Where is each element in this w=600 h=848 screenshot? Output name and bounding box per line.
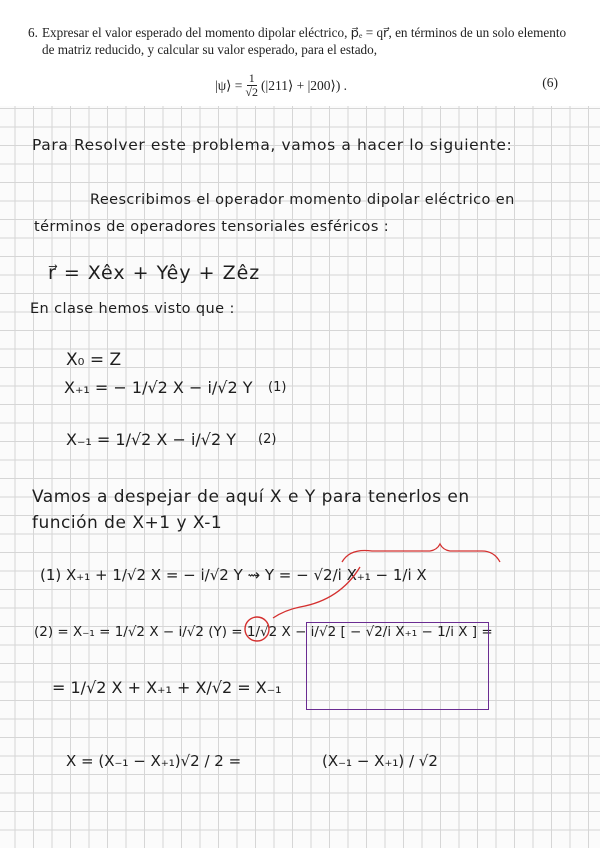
problem-number: 6.	[28, 25, 38, 40]
note-eq-xminus1-tag: (2)	[258, 432, 277, 447]
note-eq-xplus1: X₊₁ = − 1/√2 X − i/√2 Y	[64, 378, 253, 397]
equation-tag: (6)	[542, 75, 558, 90]
red-circle	[245, 617, 269, 641]
equation-rhs: (|211⟩ + |200⟩) .	[261, 77, 348, 93]
red-brace	[342, 544, 500, 562]
note-eq-xminus1: X₋₁ = 1/√2 X − i/√2 Y	[66, 430, 237, 449]
note-line-solve: Vamos a despejar de aquí X e Y para tenerlos en	[32, 487, 470, 507]
note-result-lhs: X = (X₋₁ − X₊₁)√2 / 2 =	[66, 752, 242, 770]
red-arrow	[273, 567, 360, 618]
note-line-function: función de X+1 y X-1	[32, 513, 223, 533]
note-step-1: (1) X₊₁ + 1/√2 X = − i/√2 Y ⇝ Y = − √2/i X₊₁ − 1/i X	[40, 566, 427, 584]
equation-fraction-numerator: 1	[248, 71, 255, 85]
equation-fraction-denominator: √2	[245, 85, 259, 99]
note-line-rewrite: Reescribimos el operador momento dipolar eléctrico en	[90, 192, 515, 208]
note-eq-x0: X₀ = Z	[66, 350, 122, 370]
problem-text: Expresar el valor esperado del momento dipolar eléctrico, p⃗ₑ = qr⃗, en términos de un solo elemento de matriz reducido, y calcular su valor esperado, para el estado,	[42, 25, 567, 57]
note-result-boxed: (X₋₁ − X₊₁) / √2	[322, 752, 438, 770]
note-line-class: En clase hemos visto que :	[30, 301, 235, 317]
note-step-2: (2) = X₋₁ = 1/√2 X − i/√2 (Y) = 1/√2 X − i/√2 [ − √2/i X₊₁ − 1/i X ] =	[34, 624, 493, 640]
note-position-vector: r⃗ = Xêx + Yêy + Zêz	[48, 262, 261, 284]
note-line-tensor: términos de operadores tensoriales esféricos :	[34, 219, 390, 235]
note-step-3: = 1/√2 X + X₊₁ + X/√2 = X₋₁	[52, 678, 282, 697]
note-line-intro: Para Resolver este problema, vamos a hacer lo siguiente:	[32, 136, 513, 154]
equation-lhs: |ψ⟩ =	[215, 77, 243, 93]
note-eq-xplus1-tag: (1)	[268, 380, 287, 395]
